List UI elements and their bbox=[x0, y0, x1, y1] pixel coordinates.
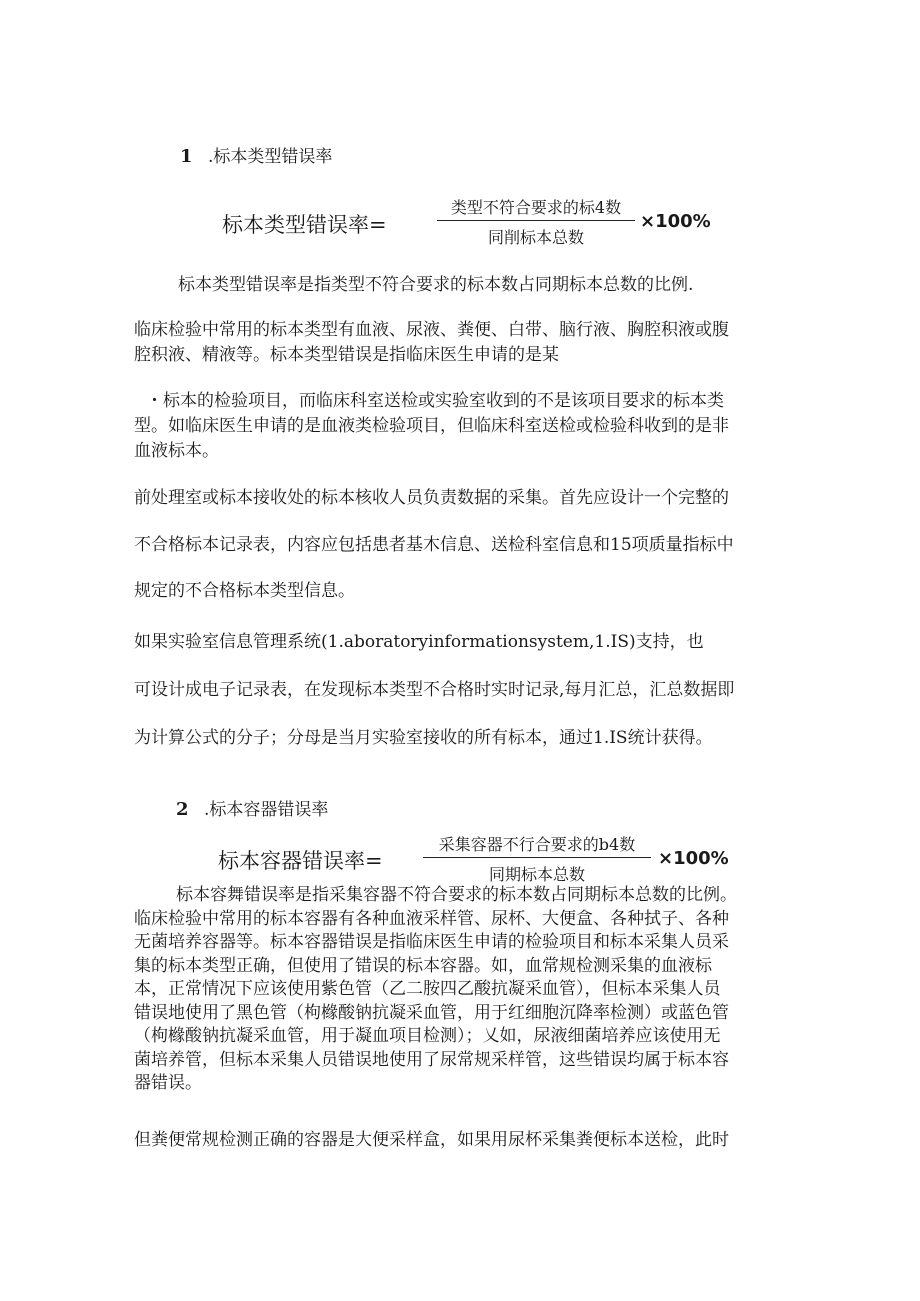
s1-paragraph-example bbox=[134, 389, 794, 464]
s1-paragraph-types-line-2: 腔积液、精液等。标本类型错误是指临床医生申请的是某 bbox=[134, 345, 559, 365]
s1-paragraph-example-line-3: 血液标本。 bbox=[134, 441, 219, 461]
s2-paragraph-stool: 但粪便常规检测正确的容器是大便采样盒，如果用尿杯采集粪便标本送检，此时 bbox=[134, 1130, 729, 1150]
s1-paragraph-example-line-1: ・标本的检验项目，而临床科室送检或实验室收到的不是该项目要求的标本类 bbox=[146, 391, 724, 411]
s1-paragraph-lis-1: 如果实验室信息管理系统(1.aboratoryinformationsystem,1.IS)支持，也 bbox=[134, 632, 704, 652]
s2-line-7: （枸橼酸钠抗凝采血管，用于凝血项目检测）；乂如，尿液细菌培养应该使用无 bbox=[134, 1026, 721, 1046]
s1-paragraph-types bbox=[134, 318, 794, 368]
section-2-number: 2 bbox=[176, 799, 189, 820]
formula-2-denominator: 同期标本总数 bbox=[488, 865, 585, 884]
s2-line-5: 本，正常情况下应该使用紫色管（乙二胺四乙酸抗凝采血管），但标本采集人员 bbox=[134, 979, 721, 999]
s1-paragraph-collection-2: 不合格标本记录表，内容应包括患者基木信息、送检科室信息和15项质量指标中 bbox=[134, 535, 734, 555]
section-1-title: .标本类型错误率 bbox=[207, 147, 333, 167]
s1-paragraph-collection-1: 前处理室或标本接收处的标本核收人员负责数据的采集。首先应设计一个完整的 bbox=[134, 488, 729, 508]
s1-paragraph-example-line-2: 型。如临床医生申请的是血液类检验项目，但临床科室送检或检验科收到的是非 bbox=[134, 416, 729, 436]
formula-container-error-rate bbox=[218, 830, 728, 892]
s2-line-3: 无菌培养容器等。标本容器错误是指临床医生申请的检验项目和标本采集人员采 bbox=[134, 932, 729, 952]
s2-line-6: 错误地使用了黑色管（枸橼酸钠抗凝采血管，用于红细胞沉降率检测）或蓝色管 bbox=[134, 1002, 729, 1023]
formula-1-denominator: 同削标本总数 bbox=[487, 228, 584, 247]
section-2-heading bbox=[176, 795, 328, 820]
formula-1-numerator: 类型不符合要求的标4数 bbox=[437, 195, 635, 221]
s1-paragraph-types-line-1: 临床检验中常用的标本类型有血液、尿液、粪便、白带、脑行液、胸腔积液或腹 bbox=[134, 320, 729, 340]
formula-1-multiplier: ×100% bbox=[640, 211, 711, 232]
s1-paragraph-lis-2: 可设计成电子记录表，在发现标本类型不合格时实时记录,每月汇总，汇总数据即 bbox=[134, 680, 735, 700]
s1-paragraph-definition: 标本类型错误率是指类型不符合要求的标本数占同期标本总数的比例. bbox=[178, 275, 694, 295]
formula-2-numerator: 采集容器不行合要求的b4数 bbox=[423, 832, 651, 858]
formula-2-fraction bbox=[423, 832, 651, 888]
formula-2-multiplier: ×100% bbox=[658, 848, 729, 869]
s2-line-9: 器错误。 bbox=[134, 1073, 202, 1093]
section-1-heading bbox=[180, 142, 332, 167]
s2-line-8: 菌培养管，但标本采集人员错误地使用了尿常规采样管，这些错误均属于标本容 bbox=[134, 1049, 729, 1070]
s2-line-1: 标本容舞错误率是指采集容器不符合要求的标本数占同期标本总数的比例。 bbox=[176, 885, 737, 905]
s2-paragraph-definition bbox=[134, 884, 794, 1096]
formula-1-lhs: 标本类型错误率= bbox=[222, 213, 387, 237]
s1-paragraph-lis-3: 为计算公式的分子；分母是当月实验室接收的所有标本，通过1.IS统计获得。 bbox=[134, 728, 713, 748]
s2-line-4: 集的标本类型正确，但使用了错误的标本容器。如，血常规检测采集的血液标 bbox=[134, 955, 712, 976]
s2-line-2: 临床检验中常用的标本容器有各种血液采样管、尿杯、大便盒、各种拭子、各种 bbox=[134, 908, 729, 929]
formula-type-error-rate bbox=[222, 193, 722, 255]
formula-1-fraction bbox=[437, 195, 635, 251]
section-1-number: 1 bbox=[180, 146, 193, 167]
section-2-title: .标本容器错误率 bbox=[203, 800, 329, 820]
s1-paragraph-collection-3: 规定的不合格标本类型信息。 bbox=[134, 581, 355, 601]
formula-2-lhs: 标本容器错误率= bbox=[218, 849, 383, 873]
